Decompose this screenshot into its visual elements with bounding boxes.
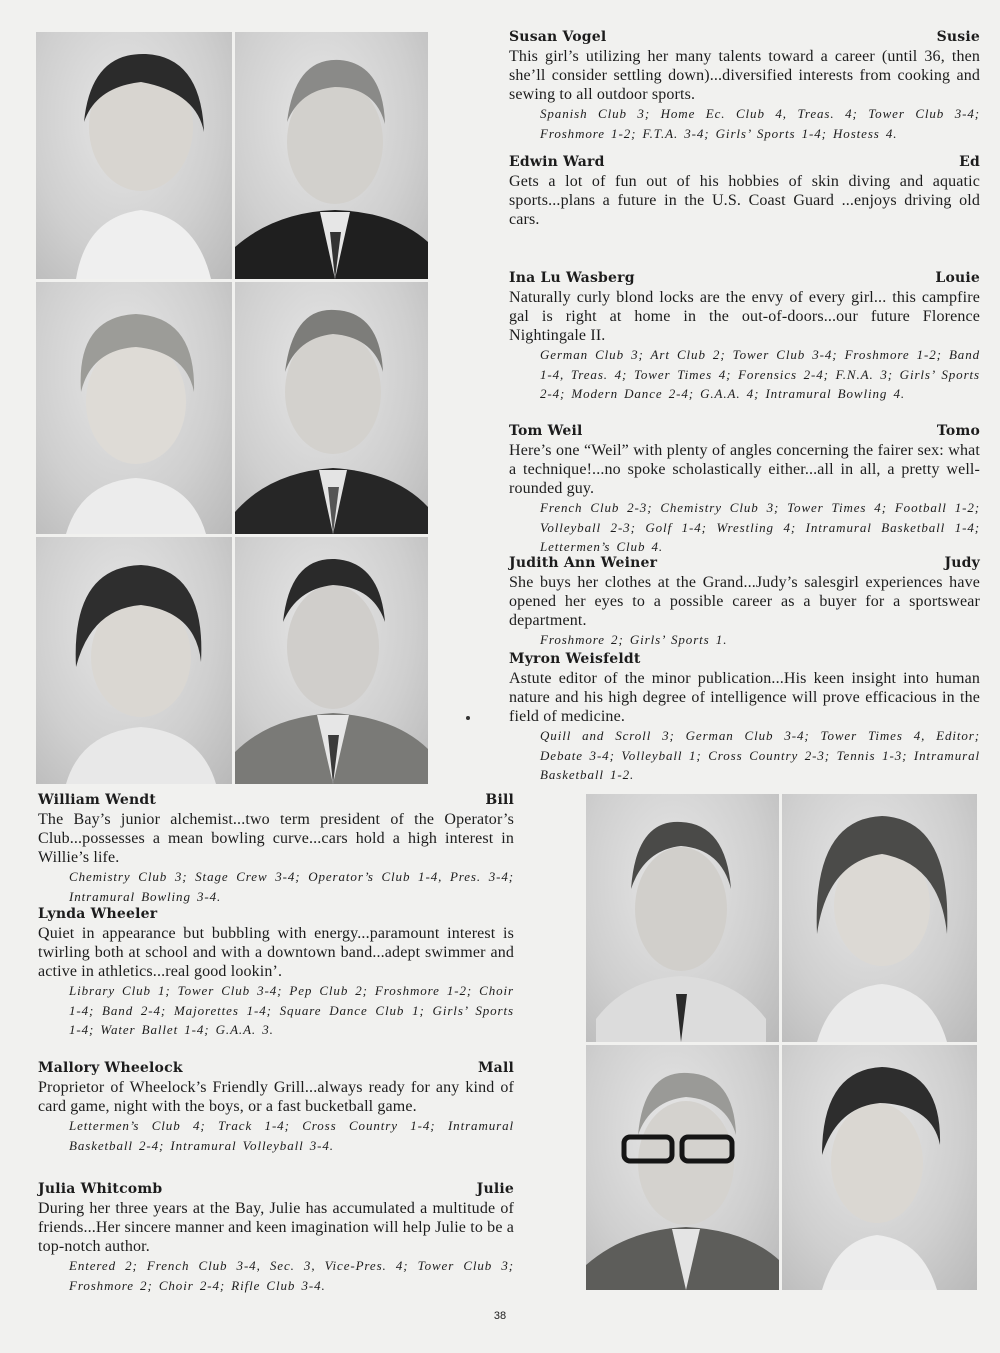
student-nickname: Ed — [959, 154, 980, 170]
student-bio: Astute editor of the minor publication...His keen insight into human nature and his high degree of intelligence will prove efficacious in the field of medicine. — [509, 670, 980, 725]
student-bio: She buys her clothes at the Grand...Judy’s salesgirl experiences have opened her eyes to a possible career as a buyer for a sportswear department. — [509, 574, 980, 629]
student-entry-julia-whitcomb — [38, 1180, 514, 1295]
student-name: Lynda Wheeler — [38, 906, 158, 922]
student-activities: Froshmore 2; Girls’ Sports 1. — [540, 632, 728, 647]
student-activities: Library Club 1; Tower Club 3-4; Pep Club 2; Froshmore 1-2; Choir 1-4; Band 2-4; Majorettes 1-4; Square Dance Club 1; Girls’ Sports 1-4; Water Ballet 1-4; G.A.A. 3. — [69, 983, 514, 1037]
student-name-row — [509, 153, 980, 172]
student-name-row — [509, 28, 980, 47]
student-bio: This girl’s utilizing her many talents toward a career (until 36, then she’ll consider settling down)...diversified interests from cooking and sewing to all outdoor sports. — [509, 48, 980, 103]
student-activities: Lettermen’s Club 4; Track 1-4; Cross Country 1-4; Intramural Basketball 2-4; Intramural Volleyball 3-4. — [69, 1118, 514, 1153]
student-nickname: Louie — [935, 270, 980, 286]
student-nickname: Bill — [485, 792, 514, 808]
student-name-row — [509, 554, 980, 573]
portrait-grid-bottom-right — [586, 794, 977, 1290]
student-activities: German Club 3; Art Club 2; Tower Club 3-4; Froshmore 1-2; Band 1-4, Treas. 4; Tower Times 4; Forensics 2-4; F.N.A. 3; Girls’ Sports 2-4; Modern Dance 2-4; G.A.A. 4; Intramural Bowling 4. — [540, 347, 980, 401]
student-activities: Spanish Club 3; Home Ec. Club 4, Treas. 4; Tower Club 3-4; Froshmore 1-2; F.T.A. 3-4; Girls’ Sports 1-4; Hostess 4. — [540, 106, 980, 141]
student-bio: During her three years at the Bay, Julie has accumulated a multitude of friends...Her sincere manner and keen imagination will help Julie to be a top-notch author. — [38, 1200, 514, 1255]
portrait-photo-mallory-wheelock — [586, 1045, 779, 1290]
student-name-row — [38, 1059, 514, 1078]
student-name-row — [509, 422, 980, 441]
student-nickname: Mall — [477, 1060, 514, 1076]
student-name-row — [38, 1180, 514, 1199]
portrait-photo-judith-ann-weiner — [36, 537, 232, 784]
print-speck — [466, 716, 470, 720]
student-nickname: Susie — [936, 29, 980, 45]
student-nickname: Tomo — [936, 423, 980, 439]
student-entry-william-wendt — [38, 791, 514, 906]
student-name-row — [38, 905, 514, 924]
student-entry-ina-lu-wasberg — [509, 269, 980, 404]
student-activities: French Club 2-3; Chemistry Club 3; Tower Times 4; Football 1-2; Volleyball 2-3; Golf 1-4; Wrestling 4; Intramural Basketball 1-4; Lettermen’s Club 4. — [540, 500, 980, 554]
student-entry-myron-weisfeldt — [509, 650, 980, 785]
portrait-photo-tom-weil — [235, 282, 428, 534]
student-activities: Entered 2; French Club 3-4, Sec. 3, Vice-Pres. 4; Tower Club 3; Froshmore 2; Choir 2-4; Rifle Club 3-4. — [69, 1258, 514, 1293]
student-bio: Here’s one “Weil” with plenty of angles concerning the fairer sex: what a technique!...no spoke scholastically either...all in all, a pretty well-rounded guy. — [509, 442, 980, 497]
student-name: William Wendt — [38, 792, 157, 808]
student-entry-mallory-wheelock — [38, 1059, 514, 1155]
student-nickname: Julie — [476, 1181, 514, 1197]
portrait-photo-julia-whitcomb — [782, 1045, 977, 1290]
student-entry-tom-weil — [509, 422, 980, 557]
student-bio: The Bay’s junior alchemist...two term president of the Operator’s Club...possesses a mean bowling curve...cars hold a high interest in Willie’s life. — [38, 811, 514, 866]
portrait-grid-top-left — [36, 32, 428, 784]
student-name: Judith Ann Weiner — [509, 555, 658, 571]
student-entry-lynda-wheeler — [38, 905, 514, 1040]
student-bio: Naturally curly blond locks are the envy of every girl... this campfire gal is right at home in the out-of-doors...our future Florence Nightingale II. — [509, 289, 980, 344]
student-name-row — [509, 650, 980, 669]
student-activities: Chemistry Club 3; Stage Crew 3-4; Operator’s Club 1-4, Pres. 3-4; Intramural Bowling 3-4. — [69, 869, 514, 904]
portrait-photo-lynda-wheeler — [782, 794, 977, 1042]
portrait-photo-myron-weisfeldt — [235, 537, 428, 784]
student-nickname: Judy — [944, 555, 980, 571]
student-bio: Gets a lot of fun out of his hobbies of skin diving and aquatic sports...plans a future in the U.S. Coast Guard ...enjoys driving old cars. — [509, 173, 980, 228]
student-entry-judith-ann-weiner — [509, 554, 980, 650]
page-number: 38 — [493, 1310, 507, 1322]
student-bio: Proprietor of Wheelock’s Friendly Grill...always ready for any kind of card game, night with the boys, or a fast bucketball game. — [38, 1079, 514, 1115]
portrait-photo-susan-vogel — [36, 32, 232, 279]
portrait-photo-william-wendt — [586, 794, 779, 1042]
student-bio: Quiet in appearance but bubbling with energy...paramount interest is twirling both at school and with a downtown band...adept swimmer and active in athletics...real good lookin’. — [38, 925, 514, 980]
student-name: Mallory Wheelock — [38, 1060, 183, 1076]
portrait-photo-ina-lu-wasberg — [36, 282, 232, 534]
student-name: Edwin Ward — [509, 154, 605, 170]
portrait-photo-edwin-ward — [235, 32, 428, 279]
student-activities: Quill and Scroll 3; German Club 3-4; Tower Times 4, Editor; Debate 3-4; Volleyball 1; Cross Country 2-3; Tennis 1-3; Intramural Basketball 1-2. — [540, 728, 980, 782]
student-name: Myron Weisfeldt — [509, 651, 641, 667]
student-entry-susan-vogel — [509, 28, 980, 143]
student-name: Ina Lu Wasberg — [509, 270, 635, 286]
student-name-row — [38, 791, 514, 810]
student-name-row — [509, 269, 980, 288]
student-name: Julia Whitcomb — [38, 1181, 163, 1197]
student-name: Tom Weil — [509, 423, 583, 439]
student-name: Susan Vogel — [509, 29, 607, 45]
student-entry-edwin-ward — [509, 153, 980, 229]
